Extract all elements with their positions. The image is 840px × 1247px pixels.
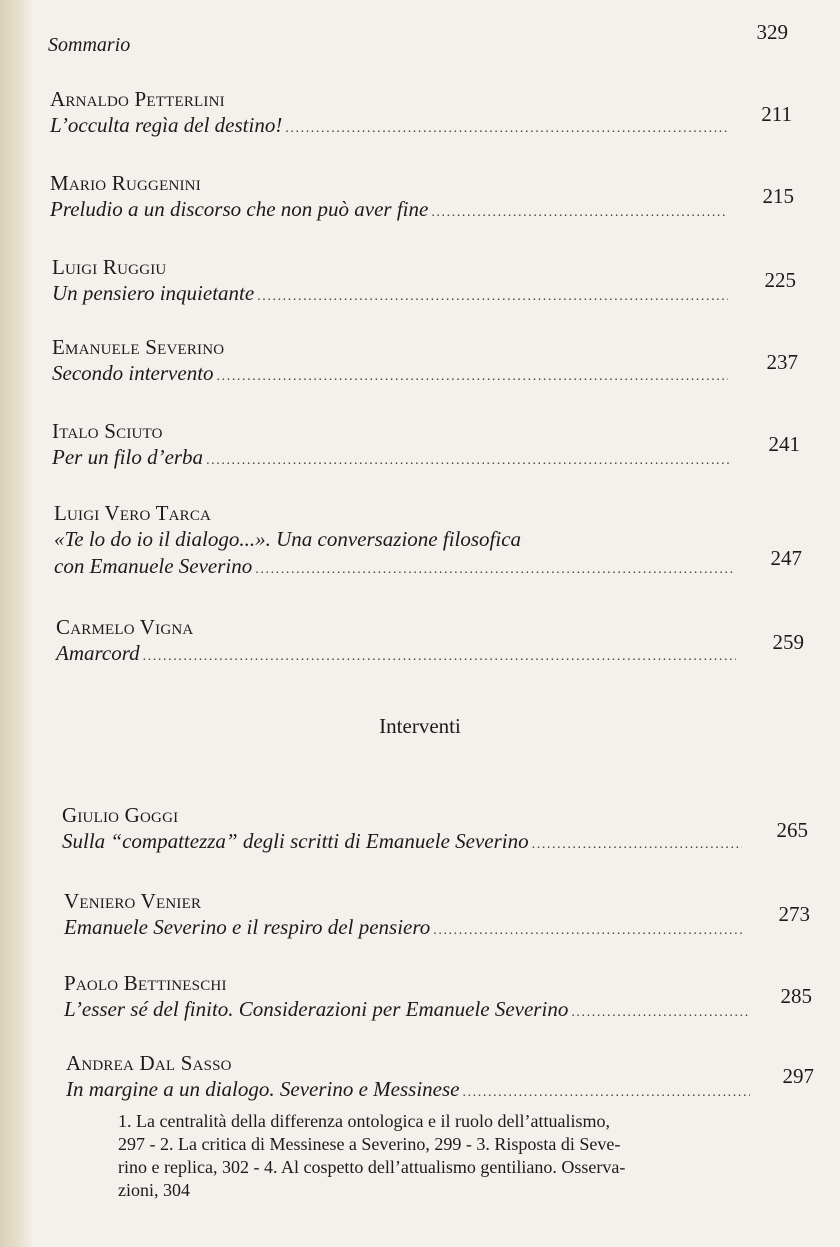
dot-leader: [431, 199, 728, 226]
entry-author: Andrea Dal Sasso: [66, 1051, 232, 1075]
subsection-line: rino e replica, 302 - 4. Al cospetto dell’attualismo gentiliano. Osserva-: [118, 1157, 626, 1177]
dot-leader: [217, 363, 728, 390]
subsection-line: 297 - 2. La critica di Messinese a Severino, 299 - 3. Risposta di Seve-: [118, 1134, 621, 1154]
dot-leader: [285, 115, 730, 142]
dot-leader: [433, 917, 744, 944]
entry-author: Paolo Bettineschi: [64, 971, 227, 995]
toc-entry: [64, 970, 824, 1026]
dot-leader: [206, 447, 730, 474]
entry-page-number: 259: [772, 630, 804, 654]
subsection-list: [118, 1110, 718, 1202]
entry-page-number: 273: [778, 902, 810, 926]
entry-title-line: [54, 526, 734, 553]
entry-title: Per un filo d’erba: [52, 445, 204, 469]
entry-page-number: 211: [761, 102, 792, 126]
toc-entry: [52, 418, 812, 474]
toc-entry: [56, 614, 816, 670]
entry-title-line: [54, 553, 734, 583]
dot-leader: [571, 999, 748, 1026]
entry-title-line: [52, 280, 728, 310]
subsection-line: zioni, 304: [118, 1180, 190, 1200]
entry-title: Un pensiero inquietante: [52, 281, 255, 305]
toc-entry: [50, 86, 810, 142]
entry-author: Giulio Goggi: [62, 803, 179, 827]
toc-entry: [62, 802, 822, 858]
entry-title: L’occulta regìa del destino!: [50, 113, 283, 137]
dot-leader: [257, 283, 728, 310]
entry-title: «Te lo do io il dialogo...». Una conversazione filosofica: [54, 527, 522, 551]
entry-author: Carmelo Vigna: [56, 615, 194, 639]
entry-title: L’esser sé del finito. Considerazioni per Emanuele Severino: [64, 997, 569, 1021]
entry-author: Luigi Vero Tarca: [54, 501, 212, 525]
entry-author: Mario Ruggenini: [50, 171, 201, 195]
entry-title-line: [56, 640, 736, 670]
entry-page-number: 215: [762, 184, 794, 208]
section-title-interventi: Interventi: [379, 714, 461, 738]
entry-author: Italo Sciuto: [52, 419, 163, 443]
dot-leader: [255, 556, 734, 583]
entry-title-line: [64, 914, 744, 944]
entry-title-continued: con Emanuele Severino: [54, 554, 253, 578]
entry-page-number: 297: [782, 1064, 814, 1088]
entry-title-line: [62, 828, 742, 858]
entry-title-line: [50, 112, 730, 142]
toc-entry: [52, 254, 812, 310]
entry-title: Emanuele Severino e il respiro del pensiero: [64, 915, 431, 939]
entry-title-line: [66, 1076, 750, 1106]
entry-page-number: 247: [770, 546, 802, 570]
entry-title: Amarcord: [56, 641, 140, 665]
entry-author: Veniero Venier: [64, 889, 202, 913]
subsection-line: 1. La centralità della differenza ontologica e il ruolo dell’attualismo,: [118, 1111, 610, 1131]
entry-title-line: [64, 996, 748, 1026]
entry-page-number: 265: [776, 818, 808, 842]
entry-author: Emanuele Severino: [52, 335, 225, 359]
toc-entry: [54, 500, 814, 583]
entry-page-number: 285: [780, 984, 812, 1008]
entry-title: Secondo intervento: [52, 361, 214, 385]
entry-title-line: [50, 196, 728, 226]
entry-title-line: [52, 444, 730, 474]
toc-entry: [52, 334, 812, 390]
entry-title: Preludio a un discorso che non può aver fine: [50, 197, 429, 221]
entry-author: Luigi Ruggiu: [52, 255, 167, 279]
dot-leader: [143, 643, 736, 670]
entry-page-number: 225: [764, 268, 796, 292]
entry-page-number: 237: [766, 350, 798, 374]
toc-entry: [64, 888, 824, 944]
toc-entry: [50, 170, 810, 226]
entry-title-line: [52, 360, 728, 390]
entry-title: In margine a un dialogo. Severino e Messinese: [66, 1077, 460, 1101]
entry-title: Sulla “compattezza” degli scritti di Emanuele Severino: [62, 829, 529, 853]
entry-author: Arnaldo Petterlini: [50, 87, 225, 111]
summary-label: Sommario: [48, 34, 131, 56]
dot-leader: [532, 831, 742, 858]
dot-leader: [462, 1079, 750, 1106]
toc-entry: [66, 1050, 826, 1106]
entry-page-number: 241: [768, 432, 800, 456]
summary-page-number: 329: [756, 20, 788, 44]
